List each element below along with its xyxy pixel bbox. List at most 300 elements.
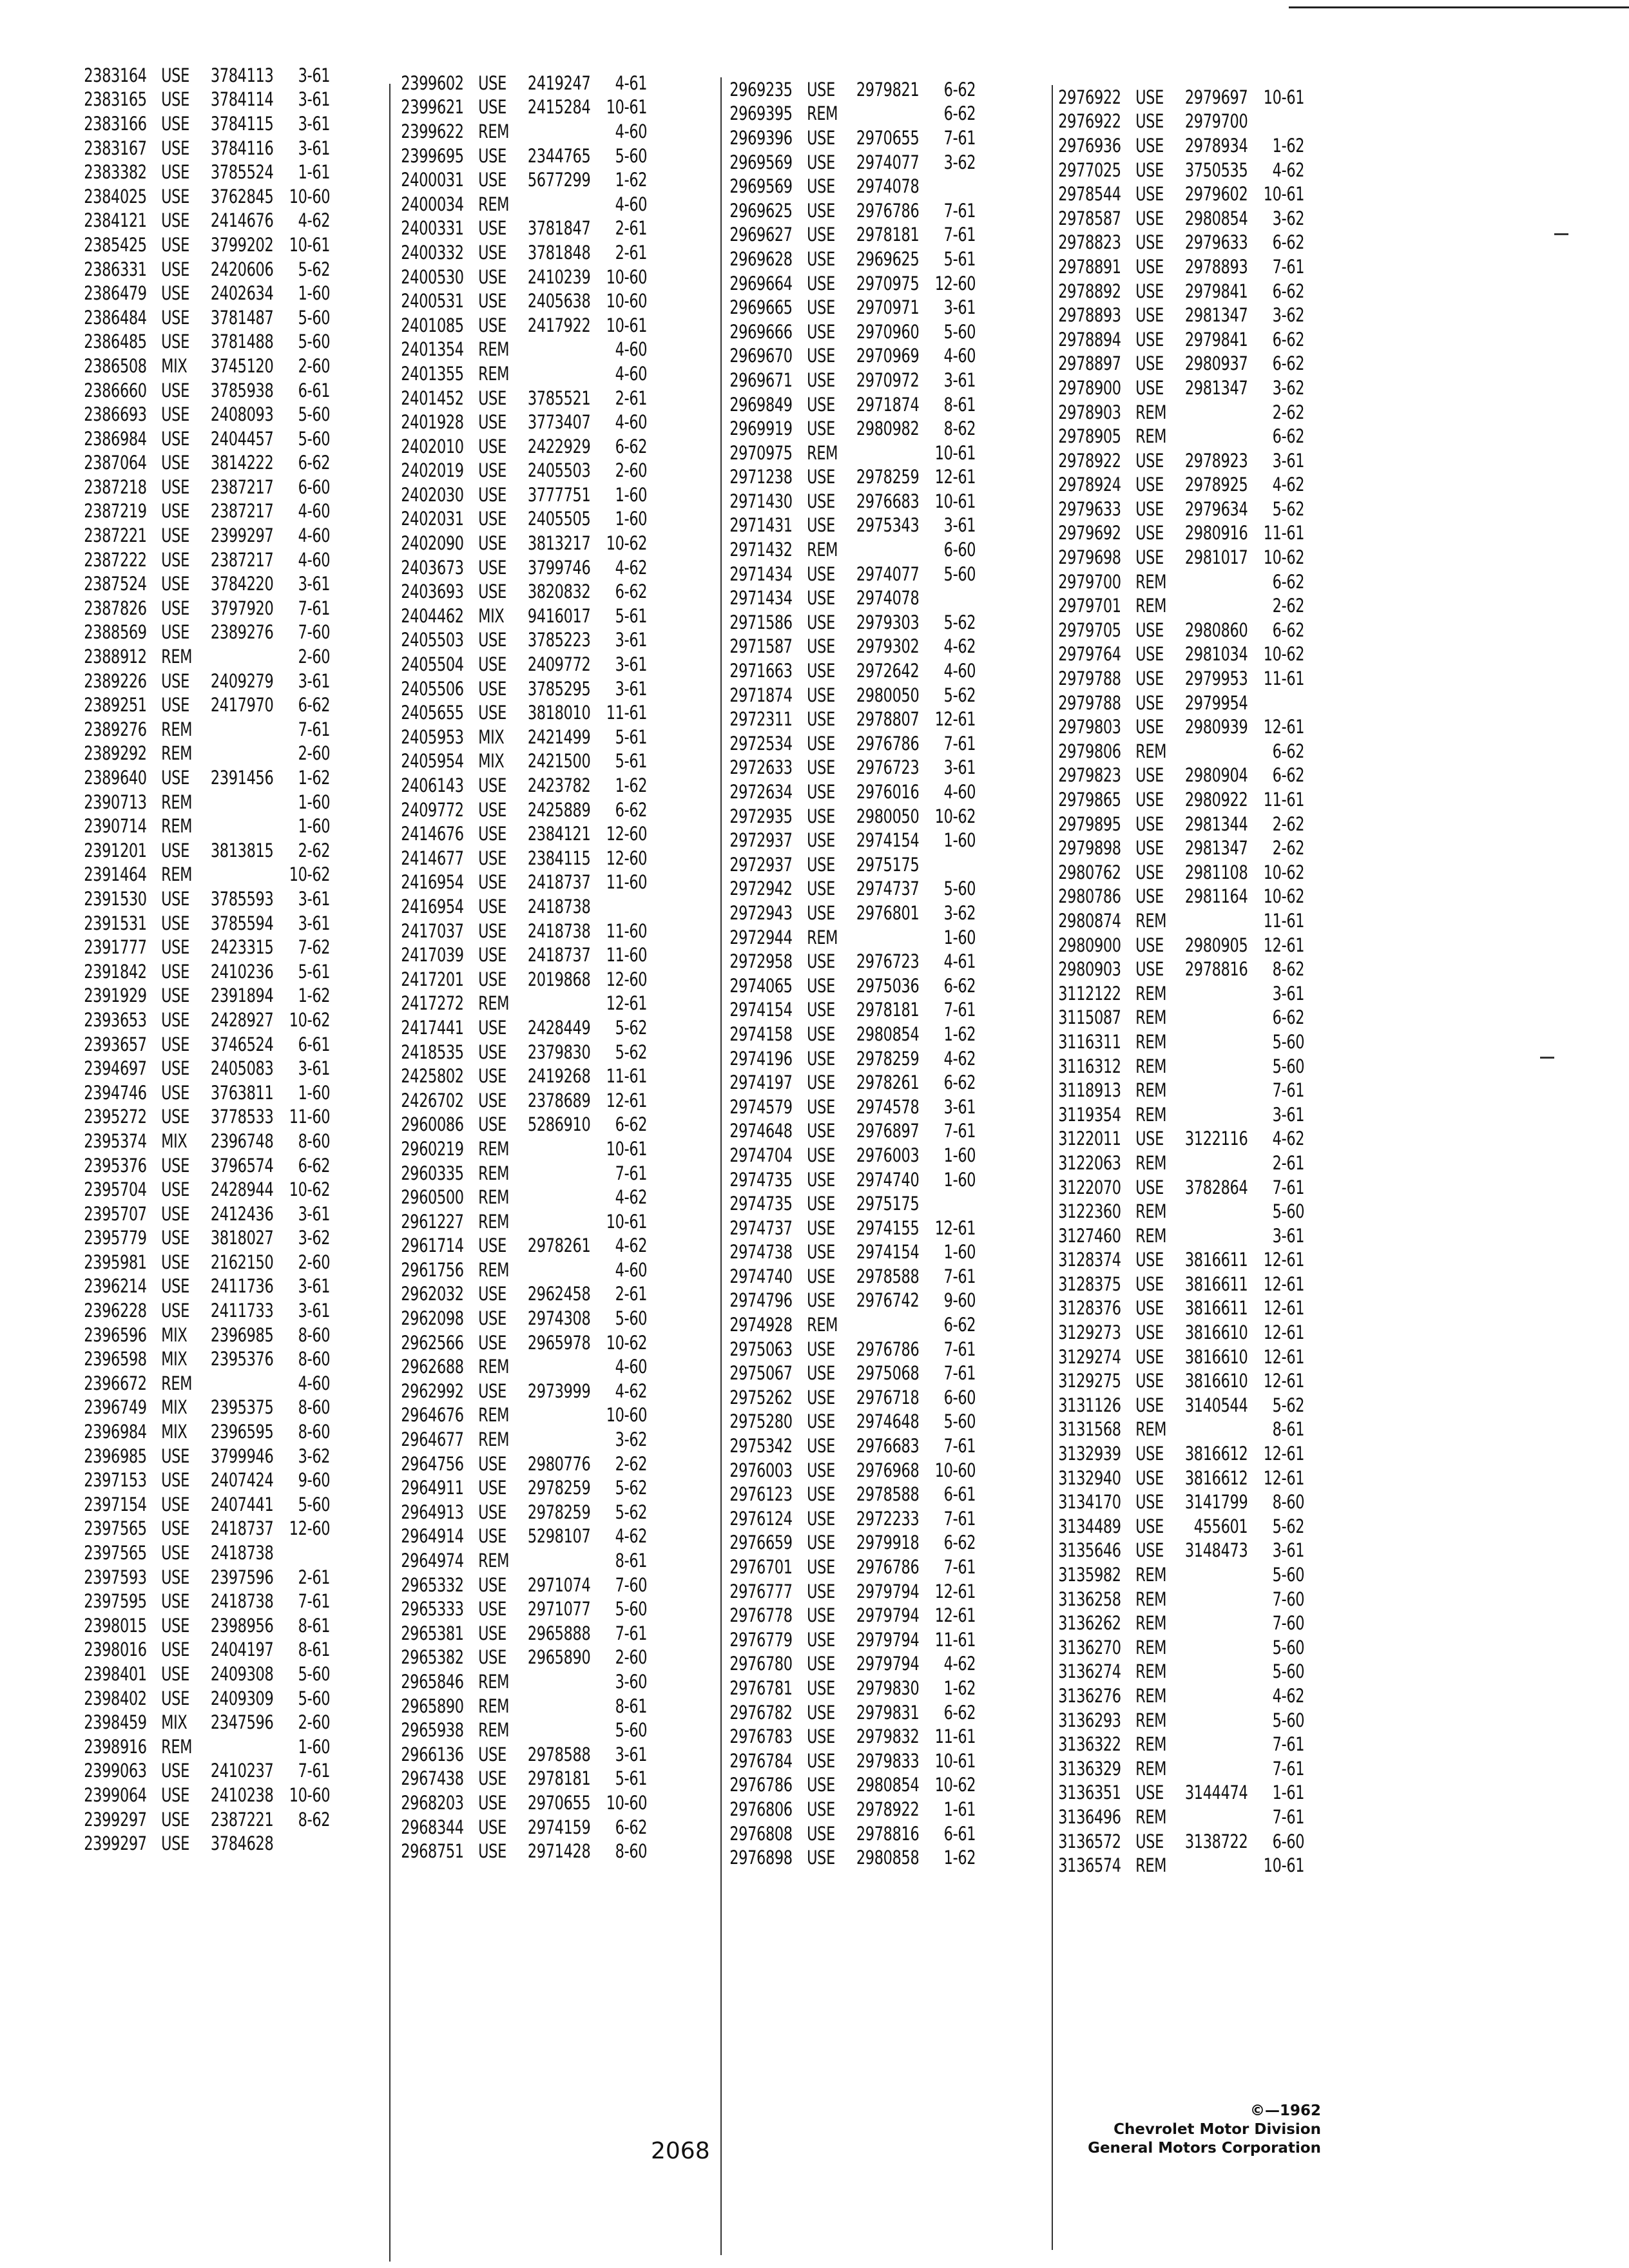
effective-date: 5-62 xyxy=(615,1041,648,1063)
action-code: USE xyxy=(161,548,189,571)
action-code: REM xyxy=(478,1258,510,1281)
list-item xyxy=(70,378,330,403)
effective-date: 8-60 xyxy=(298,1421,331,1443)
action-code: MIX xyxy=(478,726,505,748)
action-code: USE xyxy=(478,1816,506,1838)
part-number: 2972633 xyxy=(729,756,793,779)
reference-number: 2391894 xyxy=(210,985,274,1007)
part-number: 2972311 xyxy=(729,708,793,731)
part-number: 2976783 xyxy=(729,1725,793,1748)
list-item xyxy=(715,1628,976,1652)
part-number: 2969396 xyxy=(729,126,793,149)
action-code: USE xyxy=(1135,183,1164,206)
effective-date: 1-60 xyxy=(943,829,976,852)
effective-date: 10-62 xyxy=(1263,885,1305,908)
reference-number: 2979700 xyxy=(1184,110,1248,133)
reference-number: 3813217 xyxy=(527,532,591,555)
effective-date: 7-61 xyxy=(943,126,976,149)
list-item xyxy=(1044,1853,1304,1878)
action-code: MIX xyxy=(478,604,505,627)
part-number: 3136258 xyxy=(1058,1588,1121,1610)
list-item xyxy=(715,1070,976,1095)
reference-number: 2975175 xyxy=(856,853,920,876)
effective-date: 12-60 xyxy=(289,1517,331,1540)
part-number: 2964974 xyxy=(401,1550,464,1572)
reference-number: 2979794 xyxy=(856,1604,920,1627)
effective-date: 3-62 xyxy=(1272,376,1305,399)
action-code: REM xyxy=(1135,1636,1167,1658)
action-code: USE xyxy=(161,476,189,498)
action-code: USE xyxy=(161,64,189,86)
action-code: REM xyxy=(161,1372,193,1394)
action-code: USE xyxy=(1135,280,1164,302)
part-number: 2395272 xyxy=(84,1106,147,1128)
effective-date: 3-62 xyxy=(298,1227,331,1249)
list-item xyxy=(715,610,976,635)
action-code: MIX xyxy=(161,1323,188,1346)
effective-date: 12-61 xyxy=(1263,1297,1305,1320)
part-number: 2426702 xyxy=(401,1089,464,1111)
reference-number: 2428927 xyxy=(210,1008,274,1031)
part-number: 2401452 xyxy=(401,387,464,409)
effective-date: 6-62 xyxy=(298,452,331,474)
reference-number: 3818010 xyxy=(527,702,591,724)
reference-number: 2976786 xyxy=(856,1338,920,1360)
action-code: USE xyxy=(807,708,835,731)
action-code: USE xyxy=(1135,1830,1164,1852)
list-item xyxy=(387,434,647,459)
part-number: 2965890 xyxy=(401,1695,464,1717)
list-item xyxy=(387,1234,647,1258)
reference-number: 3816610 xyxy=(1184,1370,1248,1392)
list-item xyxy=(715,1022,976,1046)
effective-date: 7-61 xyxy=(943,224,976,246)
list-item xyxy=(715,1749,976,1773)
part-number: 2979823 xyxy=(1058,764,1121,787)
part-number: 2397593 xyxy=(84,1566,147,1588)
list-item xyxy=(387,1839,647,1863)
action-code: USE xyxy=(161,1251,189,1273)
effective-date: 5-60 xyxy=(943,562,976,585)
effective-date: 12-60 xyxy=(934,272,976,294)
list-item xyxy=(387,338,647,362)
effective-date: 10-60 xyxy=(606,290,648,312)
action-code: USE xyxy=(478,1525,506,1548)
reference-number: 2980922 xyxy=(1184,789,1248,811)
list-item xyxy=(70,1202,330,1226)
list-item xyxy=(387,1694,647,1718)
list-item xyxy=(70,1613,330,1638)
action-code: USE xyxy=(1135,449,1164,472)
effective-date: 3-61 xyxy=(615,1743,648,1765)
action-code: USE xyxy=(1135,231,1164,254)
effective-date: 12-61 xyxy=(934,1216,976,1239)
list-item xyxy=(70,451,330,476)
action-code: USE xyxy=(478,508,506,530)
part-number: 2969664 xyxy=(729,272,793,294)
list-item xyxy=(70,1347,330,1371)
part-number: 3136329 xyxy=(1058,1757,1121,1780)
effective-date: 5-60 xyxy=(298,427,331,450)
action-code: REM xyxy=(478,1719,510,1742)
part-number: 2969625 xyxy=(729,199,793,222)
action-code: USE xyxy=(161,1227,189,1249)
reference-number: 2974155 xyxy=(856,1216,920,1239)
action-code: USE xyxy=(161,282,189,305)
action-code: USE xyxy=(161,1687,189,1709)
action-code: USE xyxy=(807,1193,835,1215)
action-code: USE xyxy=(1135,861,1164,883)
effective-date: 10-61 xyxy=(1263,86,1305,108)
effective-date: 11-61 xyxy=(934,1725,976,1748)
effective-date: 5-60 xyxy=(1272,1564,1305,1586)
list-item xyxy=(387,1403,647,1428)
list-item xyxy=(1044,1756,1304,1781)
list-item xyxy=(715,223,976,247)
action-code: REM xyxy=(1135,401,1167,423)
effective-date: 5-60 xyxy=(298,306,331,329)
action-code: USE xyxy=(807,829,835,852)
effective-date: 8-62 xyxy=(943,418,976,440)
list-item xyxy=(70,1226,330,1251)
action-code: USE xyxy=(807,1532,835,1554)
list-item xyxy=(70,1323,330,1347)
list-item xyxy=(715,392,976,417)
list-item xyxy=(715,1531,976,1555)
list-item xyxy=(1044,1587,1304,1611)
list-item xyxy=(70,499,330,524)
effective-date: 6-62 xyxy=(1272,425,1305,448)
reference-number: 2978807 xyxy=(856,708,920,731)
reference-number: 2980050 xyxy=(856,805,920,827)
effective-date: 6-62 xyxy=(1272,328,1305,351)
effective-date: 8-61 xyxy=(615,1695,648,1717)
action-code: REM xyxy=(478,1162,510,1184)
part-number: 2387222 xyxy=(84,548,147,571)
effective-date: 2-62 xyxy=(1272,812,1305,835)
effective-date: 6-62 xyxy=(298,1154,331,1177)
effective-date: 5-61 xyxy=(943,247,976,270)
list-item xyxy=(387,1524,647,1549)
part-number: 2399297 xyxy=(84,1832,147,1855)
reference-number: 455601 xyxy=(1193,1515,1248,1537)
action-code: USE xyxy=(807,1653,835,1675)
reference-number: 2417922 xyxy=(527,314,591,336)
action-code: USE xyxy=(478,1113,506,1136)
part-number: 2385425 xyxy=(84,233,147,256)
effective-date: 1-61 xyxy=(943,1798,976,1820)
part-number: 2979806 xyxy=(1058,740,1121,762)
effective-date: 10-61 xyxy=(606,314,648,336)
list-item xyxy=(70,959,330,984)
part-number: 2976781 xyxy=(729,1677,793,1699)
list-item xyxy=(387,1500,647,1524)
effective-date: 12-61 xyxy=(934,1604,976,1627)
reference-number: 2405503 xyxy=(527,459,591,482)
reference-number: 2395375 xyxy=(210,1396,274,1419)
reference-number: 2419247 xyxy=(527,72,591,94)
reference-number: 2978259 xyxy=(527,1501,591,1523)
list-item xyxy=(70,742,330,766)
part-number: 2401355 xyxy=(401,362,464,385)
action-code: USE xyxy=(807,805,835,827)
part-number: 2965938 xyxy=(401,1719,464,1742)
part-number: 2383166 xyxy=(84,112,147,135)
reference-number: 2970655 xyxy=(856,126,920,149)
effective-date: 6-60 xyxy=(943,1386,976,1408)
list-item xyxy=(387,992,647,1016)
effective-date: 12-60 xyxy=(606,847,648,869)
part-number: 2976936 xyxy=(1058,134,1121,157)
action-code: USE xyxy=(478,944,506,966)
list-item xyxy=(715,514,976,538)
part-number: 2400331 xyxy=(401,217,464,240)
part-number: 2972943 xyxy=(729,901,793,924)
list-item xyxy=(70,984,330,1008)
action-code: REM xyxy=(1135,595,1167,617)
part-number: 3135646 xyxy=(1058,1539,1121,1562)
effective-date: 7-60 xyxy=(615,1573,648,1596)
part-number: 2405504 xyxy=(401,653,464,676)
part-number: 2394697 xyxy=(84,1057,147,1080)
list-item xyxy=(70,887,330,911)
effective-date: 6-62 xyxy=(943,1532,976,1554)
reference-number: 2978259 xyxy=(527,1477,591,1499)
effective-date: 1-61 xyxy=(1272,1782,1305,1804)
action-code: USE xyxy=(807,635,835,658)
reference-number: 3144474 xyxy=(1184,1782,1248,1804)
effective-date: 8-62 xyxy=(1272,958,1305,981)
reference-number: 2976718 xyxy=(856,1386,920,1408)
action-code: USE xyxy=(478,1452,506,1475)
list-item xyxy=(70,790,330,814)
action-code: USE xyxy=(478,1767,506,1790)
reference-number: 2981347 xyxy=(1184,304,1248,327)
reference-number: 2976786 xyxy=(856,199,920,222)
action-code: USE xyxy=(807,950,835,973)
action-code: USE xyxy=(478,1646,506,1669)
action-code: USE xyxy=(161,1154,189,1177)
list-item xyxy=(715,877,976,901)
list-item xyxy=(387,652,647,677)
list-item xyxy=(1044,110,1304,134)
part-number: 2965332 xyxy=(401,1573,464,1596)
list-item xyxy=(715,586,976,610)
effective-date: 3-61 xyxy=(298,1300,331,1322)
part-number: 2978903 xyxy=(1058,401,1121,423)
part-number: 2396984 xyxy=(84,1421,147,1443)
part-number: 2962992 xyxy=(401,1379,464,1402)
effective-date: 1-60 xyxy=(298,791,331,813)
action-code: USE xyxy=(807,781,835,803)
effective-date: 2-60 xyxy=(615,459,648,482)
list-item xyxy=(70,1177,330,1202)
part-number: 3129273 xyxy=(1058,1321,1121,1344)
part-number: 2416954 xyxy=(401,895,464,918)
part-number: 2974738 xyxy=(729,1241,793,1264)
reference-number: 2974154 xyxy=(856,1241,920,1264)
action-code: USE xyxy=(807,1435,835,1457)
effective-date: 4-62 xyxy=(615,1379,648,1402)
part-number: 2386484 xyxy=(84,306,147,329)
part-number: 2976701 xyxy=(729,1556,793,1579)
action-code: USE xyxy=(807,1774,835,1796)
effective-date: 7-61 xyxy=(1272,1176,1305,1198)
effective-date: 1-60 xyxy=(298,1081,331,1104)
reference-number: 3781847 xyxy=(527,217,591,240)
reference-number: 2974078 xyxy=(856,587,920,610)
reference-number: 3785223 xyxy=(527,629,591,651)
part-number: 2978823 xyxy=(1058,231,1121,254)
part-number: 2976659 xyxy=(729,1532,793,1554)
action-code: USE xyxy=(478,1622,506,1644)
effective-date: 3-62 xyxy=(1272,304,1305,327)
reference-number: 2976723 xyxy=(856,756,920,779)
reference-number: 3778533 xyxy=(210,1106,274,1128)
list-item xyxy=(387,410,647,434)
effective-date: 7-61 xyxy=(943,732,976,754)
part-number: 2397565 xyxy=(84,1542,147,1564)
reference-number: 2979794 xyxy=(856,1628,920,1651)
list-item xyxy=(70,1759,330,1783)
action-code: REM xyxy=(1135,1709,1167,1731)
action-code: USE xyxy=(807,1628,835,1651)
part-number: 2978893 xyxy=(1058,304,1121,327)
list-item xyxy=(1044,593,1304,618)
effective-date: 6-62 xyxy=(298,694,331,716)
action-code: USE xyxy=(1135,885,1164,908)
effective-date: 4-60 xyxy=(615,120,648,142)
effective-date: 3-61 xyxy=(298,1057,331,1080)
action-code: USE xyxy=(161,1033,189,1055)
action-code: USE xyxy=(478,871,506,894)
effective-date: 5-60 xyxy=(1272,1636,1305,1658)
effective-date: 2-62 xyxy=(1272,401,1305,423)
effective-date: 1-60 xyxy=(298,282,331,305)
part-number: 2391530 xyxy=(84,887,147,910)
action-code: REM xyxy=(478,992,510,1015)
part-number: 2978922 xyxy=(1058,449,1121,472)
list-item xyxy=(70,1807,330,1832)
reference-number: 2396985 xyxy=(210,1323,274,1346)
list-item xyxy=(1044,400,1304,425)
reference-number: 2411733 xyxy=(210,1300,274,1322)
list-item xyxy=(70,765,330,790)
effective-date: 7-62 xyxy=(298,936,331,959)
part-number: 2390714 xyxy=(84,815,147,838)
action-code: USE xyxy=(807,1604,835,1627)
reference-number: 2978922 xyxy=(856,1798,920,1820)
part-number: 3129274 xyxy=(1058,1345,1121,1368)
reference-number: 2974159 xyxy=(527,1816,591,1838)
part-number: 2965382 xyxy=(401,1646,464,1669)
action-code: USE xyxy=(807,1749,835,1772)
effective-date: 5-60 xyxy=(615,1307,648,1330)
action-code: REM xyxy=(478,362,510,385)
part-number: 2409772 xyxy=(401,798,464,821)
list-item xyxy=(70,1831,330,1856)
list-item xyxy=(70,1396,330,1420)
effective-date: 4-60 xyxy=(943,660,976,682)
reference-number: 2391456 xyxy=(210,767,274,789)
effective-date: 1-61 xyxy=(298,161,331,184)
effective-date: 5-60 xyxy=(1272,1200,1305,1223)
part-number: 2393657 xyxy=(84,1033,147,1055)
list-item xyxy=(1044,787,1304,812)
action-code: USE xyxy=(478,411,506,434)
action-code: USE xyxy=(1135,1443,1164,1465)
reference-number: 2975175 xyxy=(856,1193,920,1215)
part-number: 2399602 xyxy=(401,72,464,94)
action-code: REM xyxy=(1135,1224,1167,1247)
part-number: 2972937 xyxy=(729,853,793,876)
list-item xyxy=(387,168,647,192)
action-code: USE xyxy=(161,306,189,329)
effective-date: 3-61 xyxy=(298,137,331,159)
reference-number: 3784115 xyxy=(210,112,274,135)
list-item xyxy=(715,1168,976,1192)
action-code: USE xyxy=(161,379,189,401)
effective-date: 5-60 xyxy=(943,878,976,900)
action-code: USE xyxy=(807,1144,835,1166)
effective-date: 5-60 xyxy=(1272,1055,1305,1077)
list-item xyxy=(387,604,647,628)
action-code: USE xyxy=(161,1662,189,1685)
part-number: 2400034 xyxy=(401,193,464,215)
action-code: USE xyxy=(807,224,835,246)
reference-number: 2979794 xyxy=(856,1653,920,1675)
action-code: USE xyxy=(1135,1249,1164,1271)
list-item xyxy=(715,271,976,296)
reference-number: 2980858 xyxy=(856,1847,920,1869)
action-code: USE xyxy=(1135,474,1164,496)
action-code: USE xyxy=(161,1081,189,1104)
action-code: USE xyxy=(161,1469,189,1492)
list-item xyxy=(1044,376,1304,400)
list-item xyxy=(70,1274,330,1299)
list-item xyxy=(715,1603,976,1628)
list-item xyxy=(387,1161,647,1186)
part-number: 2396214 xyxy=(84,1275,147,1298)
reference-number: 2972233 xyxy=(856,1507,920,1530)
part-number: 2979633 xyxy=(1058,497,1121,520)
reference-number: 3782864 xyxy=(1184,1176,1248,1198)
list-item xyxy=(387,144,647,168)
list-item xyxy=(1044,1708,1304,1733)
reference-number: 2979833 xyxy=(856,1749,920,1772)
effective-date: 5-61 xyxy=(615,604,648,627)
action-code: USE xyxy=(161,185,189,207)
effective-date: 6-62 xyxy=(1272,764,1305,787)
part-number: 2979764 xyxy=(1058,643,1121,666)
part-number: 2398015 xyxy=(84,1614,147,1637)
part-number: 3122011 xyxy=(1058,1128,1121,1150)
list-item xyxy=(70,1444,330,1468)
reference-number: 3785938 xyxy=(210,379,274,401)
action-code: USE xyxy=(161,1275,189,1298)
effective-date: 2-61 xyxy=(615,387,648,409)
reference-number: 3784113 xyxy=(210,64,274,86)
list-item xyxy=(715,102,976,126)
reference-number: 2410236 xyxy=(210,960,274,983)
reference-number: 2405638 xyxy=(527,290,591,312)
list-item xyxy=(387,1209,647,1234)
action-code: REM xyxy=(807,1314,838,1336)
part-number: 2425802 xyxy=(401,1065,464,1088)
part-number: 2389292 xyxy=(84,742,147,765)
action-code: USE xyxy=(478,919,506,942)
list-item xyxy=(387,1331,647,1355)
